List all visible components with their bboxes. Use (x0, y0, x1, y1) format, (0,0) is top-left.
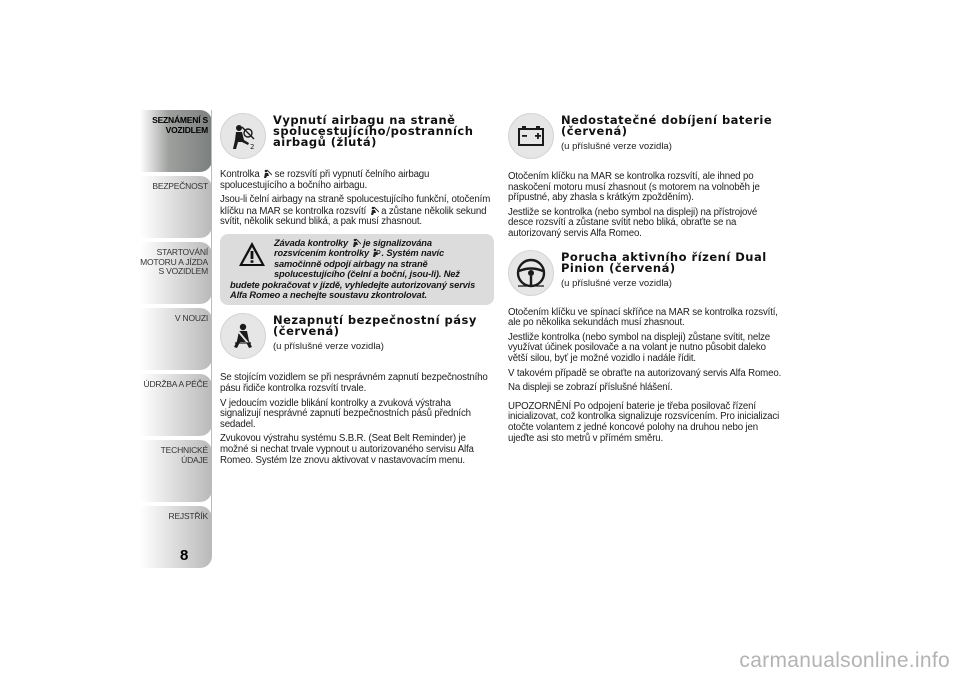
steering-notice: UPOZORNĚNÍ Po odpojení baterie je třeba posilovač řízení inicializovat, což kontrolka signalizuje rozsvícením. Pro inicializaci otočte volantem z jedné koncové polohy na druhou nebo jen ujeďte asi sto metrů v přímém směru. (508, 400, 780, 444)
seatbelt-icon (220, 313, 266, 359)
watermark: carmanualsonline.info (739, 649, 950, 672)
airbag-off-icon (220, 113, 266, 159)
seatbelt-paragraph-3: Zvukovou výstrahu systému S.B.R. (Seat Belt Reminder) je možné si nechat trvale vypnout u autorizovaného servisu Alfa Romeo. Systém lze znovu aktivovat v nastavovacím menu. (220, 433, 474, 466)
seatbelt-paragraph-1: Se stojícím vozidlem se při nesprávném zapnutí bezpečnostního pásu řidiče kontrolka rozsvítí trvale. (220, 372, 488, 394)
tab-seznameni-s-vozidlem[interactable]: SEZNÁMENÍ S VOZIDLEM (140, 110, 212, 172)
section-steering-title: Porucha aktivního řízení Dual Pinion (červená) (561, 249, 767, 275)
battery-paragraph-1: Otočením klíčku na MAR se kontrolka rozsvítí, ale ihned po naskočení motoru musí zhasnout (s motorem na volnoběh je přípustné, aby zhasla s krátkým zpožděním). (508, 171, 760, 204)
section-seatbelt-title: Nezapnutí bezpečnostní pásy (červená) (273, 313, 477, 339)
left-column (220, 113, 494, 470)
tab-technicke-udaje[interactable]: TECHNICKÉ ÚDAJE (140, 440, 212, 502)
section-battery-title: Nedostatečné dobíjení baterie (červená) (561, 113, 773, 138)
warning-triangle-icon (238, 240, 266, 268)
airbag-paragraph-1: Kontrolka se rozsvítí při vypnutí čelního airbagu spolucestujícího a bočního airbagu. (220, 169, 430, 191)
section-steering-header (508, 250, 782, 296)
page-number: 8 (180, 547, 189, 564)
tab-udrzba-a-pece[interactable]: ÚDRŽBA A PÉČE (140, 374, 212, 436)
section-steering-subtitle: (u příslušné verze vozidla) (561, 277, 672, 289)
right-column (508, 113, 782, 448)
steering-paragraph-2: Jestliže kontrolka (nebo symbol na displeji) zůstane svítit, nelze využívat účinek posilovače a na volant je nutno působit daleko větší silou, byť je možné vozidlo i nadále řídit. (508, 331, 771, 364)
tab-bezpecnost[interactable]: BEZPEČNOST (140, 176, 212, 238)
steering-paragraph-1: Otočením klíčku ve spínací skříňce na MAR se kontrolka rozsvítí, ale po několika sekundách musí zhasnout. (508, 306, 778, 329)
section-airbag-title: Vypnutí airbagu na straně spolucestujícího/postranních airbagů (žlutá) (273, 113, 474, 149)
steering-paragraph-3: V takovém případě se obraťte na autorizovaný servis Alfa Romeo. (508, 367, 782, 379)
section-battery-subtitle: (u příslušné verze vozidla) (561, 141, 672, 152)
seatbelt-paragraph-2: V jedoucím vozidle blikání kontrolky a zvuková výstraha signalizují nesprávné zapnutí bezpečnostních pásů předních sedadel. (220, 397, 471, 430)
svg-text:2: 2 (250, 143, 255, 151)
tab-startovani[interactable]: STARTOVÁNÍ MOTORU A JÍZDA S VOZIDLEM (140, 242, 212, 304)
section-battery-header (508, 113, 782, 159)
sidebar-divider (211, 110, 212, 542)
tab-v-nouzi[interactable]: V NOUZI (140, 308, 212, 370)
warning-box (220, 234, 494, 305)
battery-icon (508, 113, 554, 159)
warning-text: Závada kontrolky je signalizována rozsvícením kontrolky . Systém navíc samočinně odpojí airbagy na straně spolucestujícího (čelní a boční, jsou-li). Než budete pokračovat v jízdě, vyhledejte autorizovaný servis Alfa Romeo a nechejte soustavu zkontrolovat. (230, 237, 476, 300)
steering-paragraph-4: Na displeji se zobrazí příslušné hlášení. (508, 382, 673, 394)
section-seatbelt-header (220, 313, 494, 359)
section-airbag-header (220, 113, 494, 159)
tab-rejstrik[interactable]: REJSTŘÍK (140, 506, 212, 568)
airbag-off-inline-icon (369, 206, 379, 215)
airbag-off-inline-icon (351, 238, 361, 247)
airbag-off-inline-icon (262, 169, 272, 178)
section-seatbelt-subtitle: (u příslušné verze vozidla) (273, 341, 384, 353)
steering-wheel-icon (508, 250, 554, 296)
battery-paragraph-2: Jestliže se kontrolka (nebo symbol na displeji) na přístrojové desce rozsvítí a zůstane svítit nebo bliká, obraťte se na autorizovaný servis Alfa Romeo. (508, 206, 758, 239)
airbag-inline-icon (371, 248, 381, 257)
airbag-paragraph-2: Jsou-li čelní airbagy na straně spolucestujícího funkční, otočením klíčku na MAR se kontrolka rozsvítí a zůstane několik sekund svítit, několik sekund bliká, a pak musí zhasnout. (220, 194, 491, 228)
